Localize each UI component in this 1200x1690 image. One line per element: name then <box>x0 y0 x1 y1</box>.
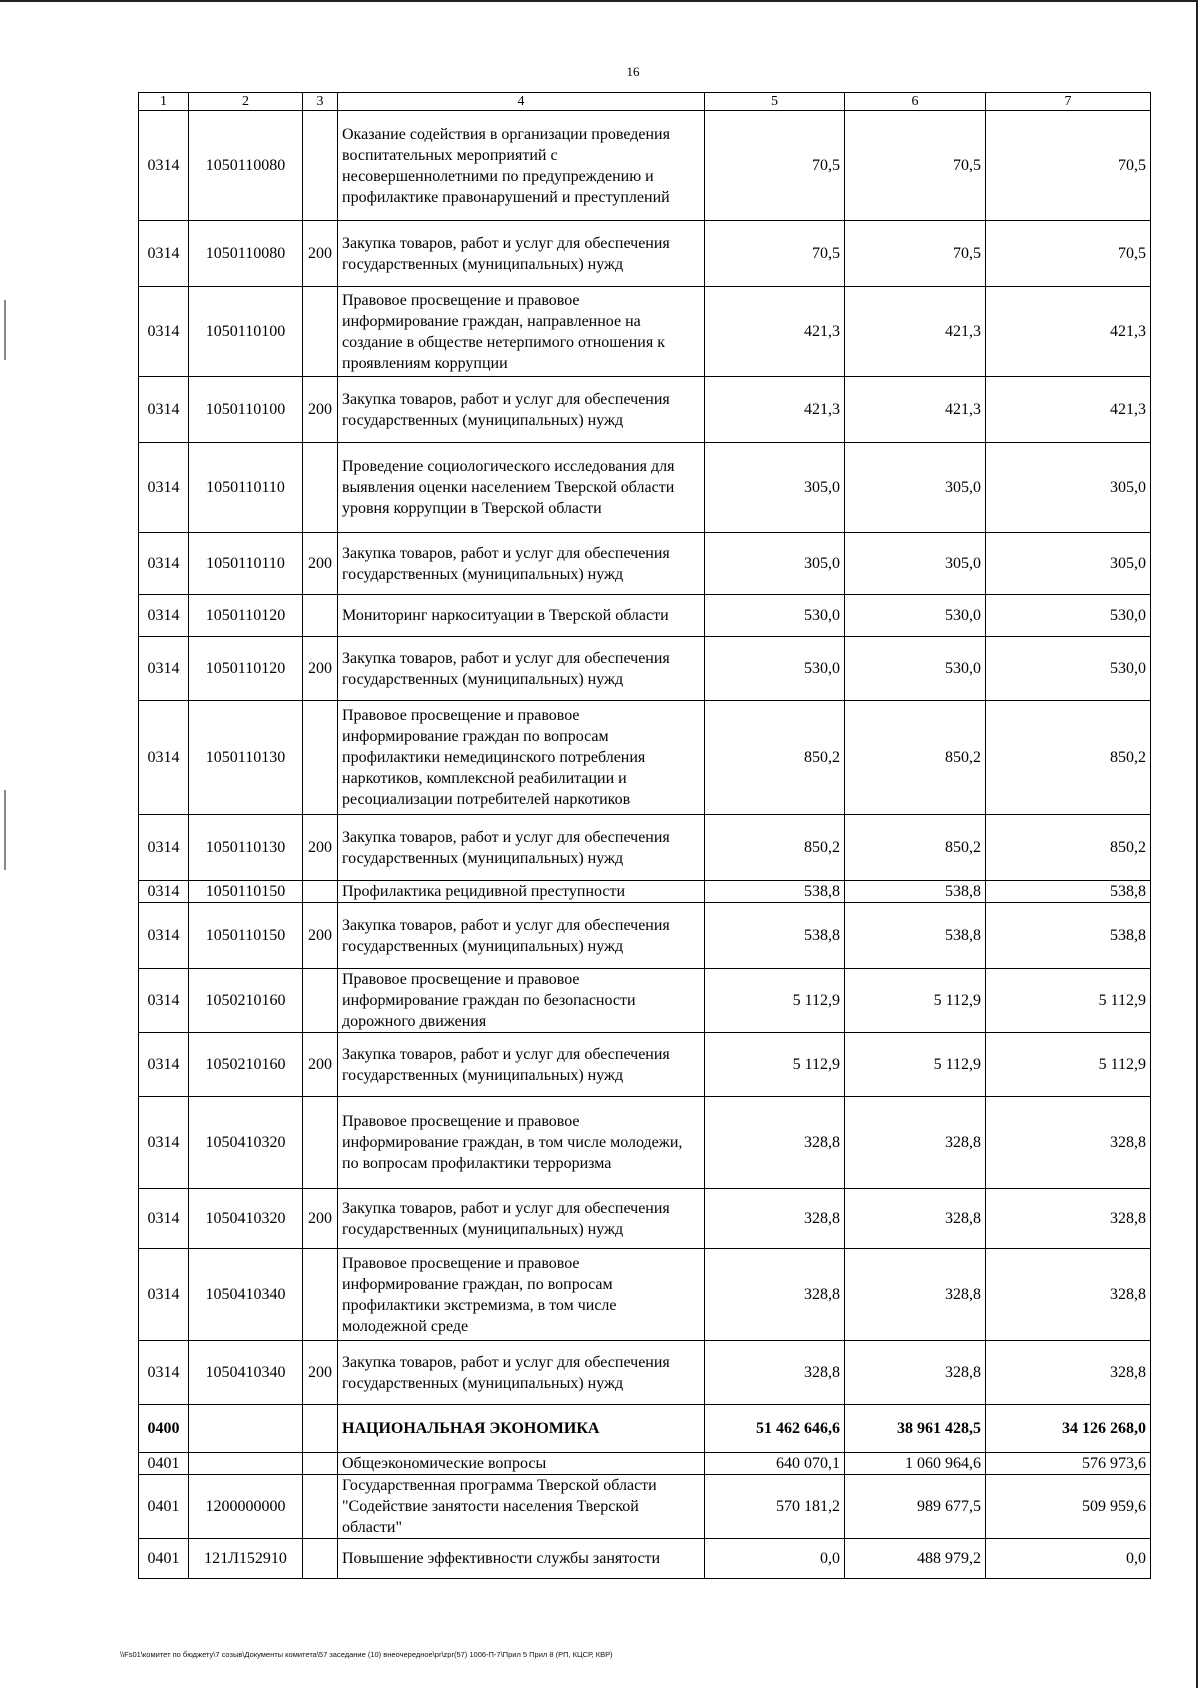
amount-year2-cell: 850,2 <box>845 815 986 881</box>
description-cell: Оказание содействия в организации проведения воспитательных мероприятий с несовершеннолетними по предупреждению и профилактике правонарушений и преступлений <box>338 111 705 221</box>
margin-mark <box>4 790 6 870</box>
amount-year3-cell: 328,8 <box>986 1189 1151 1249</box>
amount-year1-cell: 305,0 <box>705 443 845 533</box>
expense-type-cell: 200 <box>303 533 338 595</box>
table-row <box>139 881 1151 903</box>
description-cell: Закупка товаров, работ и услуг для обеспечения государственных (муниципальных) нужд <box>338 377 705 443</box>
section-code-cell: 0314 <box>139 287 189 377</box>
amount-year2-cell: 5 112,9 <box>845 969 986 1033</box>
table-row <box>139 701 1151 815</box>
header-row <box>139 93 1151 111</box>
amount-year2-cell: 38 961 428,5 <box>845 1405 986 1453</box>
expense-type-cell <box>303 701 338 815</box>
section-code-cell: 0314 <box>139 595 189 637</box>
header-cell: 6 <box>845 93 986 111</box>
amount-year2-cell: 538,8 <box>845 881 986 903</box>
amount-year2-cell: 305,0 <box>845 443 986 533</box>
section-code-cell: 0314 <box>139 969 189 1033</box>
description-cell: Закупка товаров, работ и услуг для обеспечения государственных (муниципальных) нужд <box>338 815 705 881</box>
amount-year3-cell: 70,5 <box>986 221 1151 287</box>
target-article-cell: 1050110100 <box>189 287 303 377</box>
amount-year1-cell: 70,5 <box>705 111 845 221</box>
expense-type-cell <box>303 287 338 377</box>
amount-year2-cell: 488 979,2 <box>845 1539 986 1579</box>
amount-year3-cell: 328,8 <box>986 1097 1151 1189</box>
table-row <box>139 111 1151 221</box>
amount-year1-cell: 5 112,9 <box>705 969 845 1033</box>
target-article-cell: 1050110110 <box>189 533 303 595</box>
target-article-cell: 1050410320 <box>189 1189 303 1249</box>
amount-year3-cell: 530,0 <box>986 595 1151 637</box>
section-code-cell: 0314 <box>139 881 189 903</box>
amount-year3-cell: 70,5 <box>986 111 1151 221</box>
amount-year3-cell: 538,8 <box>986 881 1151 903</box>
expense-type-cell <box>303 111 338 221</box>
target-article-cell: 1050110130 <box>189 701 303 815</box>
margin-mark <box>4 300 6 360</box>
amount-year2-cell: 1 060 964,6 <box>845 1453 986 1475</box>
table-row <box>139 1097 1151 1189</box>
table-row <box>139 377 1151 443</box>
target-article-cell: 121Л152910 <box>189 1539 303 1579</box>
expense-type-cell <box>303 969 338 1033</box>
section-code-cell: 0400 <box>139 1405 189 1453</box>
amount-year1-cell: 530,0 <box>705 595 845 637</box>
description-cell: Проведение социологического исследования для выявления оценки населением Тверской области уровня коррупции в Тверской области <box>338 443 705 533</box>
target-article-cell: 1050210160 <box>189 969 303 1033</box>
table-row <box>139 815 1151 881</box>
description-cell: Правовое просвещение и правовое информирование граждан по безопасности дорожного движения <box>338 969 705 1033</box>
amount-year3-cell: 305,0 <box>986 533 1151 595</box>
description-cell: Закупка товаров, работ и услуг для обеспечения государственных (муниципальных) нужд <box>338 533 705 595</box>
amount-year3-cell: 850,2 <box>986 701 1151 815</box>
target-article-cell: 1050410340 <box>189 1341 303 1405</box>
section-code-cell: 0314 <box>139 1033 189 1097</box>
amount-year3-cell: 305,0 <box>986 443 1151 533</box>
description-cell: Правовое просвещение и правовое информирование граждан, по вопросам профилактики экстремизма, в том числе молодежной среде <box>338 1249 705 1341</box>
amount-year1-cell: 530,0 <box>705 637 845 701</box>
section-code-cell: 0401 <box>139 1453 189 1475</box>
amount-year3-cell: 530,0 <box>986 637 1151 701</box>
target-article-cell: 1050210160 <box>189 1033 303 1097</box>
table-row <box>139 969 1151 1033</box>
header-cell: 1 <box>139 93 189 111</box>
description-cell: Мониторинг наркоситуации в Тверской области <box>338 595 705 637</box>
amount-year2-cell: 328,8 <box>845 1341 986 1405</box>
section-code-cell: 0314 <box>139 377 189 443</box>
header-cell: 2 <box>189 93 303 111</box>
amount-year3-cell: 34 126 268,0 <box>986 1405 1151 1453</box>
description-cell: Правовое просвещение и правовое информирование граждан по вопросам профилактики немедицинского потребления наркотиков, комплексной реабилитации и ресоциализации потребителей наркотиков <box>338 701 705 815</box>
target-article-cell: 1050110150 <box>189 903 303 969</box>
amount-year2-cell: 5 112,9 <box>845 1033 986 1097</box>
amount-year2-cell: 989 677,5 <box>845 1475 986 1539</box>
expense-type-cell: 200 <box>303 903 338 969</box>
amount-year1-cell: 305,0 <box>705 533 845 595</box>
target-article-cell: 1050110080 <box>189 111 303 221</box>
table-row <box>139 1189 1151 1249</box>
amount-year1-cell: 538,8 <box>705 881 845 903</box>
header-cell: 3 <box>303 93 338 111</box>
section-code-cell: 0314 <box>139 1341 189 1405</box>
expense-type-cell <box>303 1475 338 1539</box>
amount-year1-cell: 850,2 <box>705 815 845 881</box>
expense-type-cell: 200 <box>303 637 338 701</box>
description-cell: Правовое просвещение и правовое информирование граждан, в том числе молодежи, по вопросам профилактики терроризма <box>338 1097 705 1189</box>
table-row <box>139 1405 1151 1453</box>
amount-year2-cell: 305,0 <box>845 533 986 595</box>
table-row <box>139 903 1151 969</box>
target-article-cell: 1050110120 <box>189 595 303 637</box>
target-article-cell <box>189 1405 303 1453</box>
amount-year2-cell: 328,8 <box>845 1189 986 1249</box>
amount-year1-cell: 70,5 <box>705 221 845 287</box>
expense-type-cell <box>303 1453 338 1475</box>
table-row <box>139 637 1151 701</box>
target-article-cell: 1050110120 <box>189 637 303 701</box>
section-code-cell: 0314 <box>139 903 189 969</box>
amount-year1-cell: 328,8 <box>705 1189 845 1249</box>
amount-year2-cell: 850,2 <box>845 701 986 815</box>
header-cell: 4 <box>338 93 705 111</box>
amount-year1-cell: 328,8 <box>705 1249 845 1341</box>
table-row <box>139 287 1151 377</box>
expense-type-cell: 200 <box>303 377 338 443</box>
footer-file-path: \\Fs01\комитет по бюджету\7 созыв\Документы комитета\57 заседание (10) внеочередное\pr\zpr(57) 1006-П-7\Прил 5 Прил 8 (РП, КЦСР, КВР) <box>120 1650 613 1659</box>
target-article-cell <box>189 1453 303 1475</box>
target-article-cell: 1050110080 <box>189 221 303 287</box>
amount-year1-cell: 0,0 <box>705 1539 845 1579</box>
description-cell: Закупка товаров, работ и услуг для обеспечения государственных (муниципальных) нужд <box>338 637 705 701</box>
target-article-cell: 1050410320 <box>189 1097 303 1189</box>
expense-type-cell <box>303 1249 338 1341</box>
amount-year2-cell: 328,8 <box>845 1249 986 1341</box>
expense-type-cell: 200 <box>303 1341 338 1405</box>
amount-year3-cell: 5 112,9 <box>986 969 1151 1033</box>
section-code-cell: 0314 <box>139 1249 189 1341</box>
table-row <box>139 1475 1151 1539</box>
section-code-cell: 0401 <box>139 1475 189 1539</box>
amount-year1-cell: 850,2 <box>705 701 845 815</box>
target-article-cell: 1050110150 <box>189 881 303 903</box>
description-cell: НАЦИОНАЛЬНАЯ ЭКОНОМИКА <box>338 1405 705 1453</box>
amount-year3-cell: 421,3 <box>986 377 1151 443</box>
header-cell: 7 <box>986 93 1151 111</box>
amount-year2-cell: 328,8 <box>845 1097 986 1189</box>
description-cell: Повышение эффективности службы занятости <box>338 1539 705 1579</box>
amount-year3-cell: 5 112,9 <box>986 1033 1151 1097</box>
amount-year2-cell: 530,0 <box>845 595 986 637</box>
table-row <box>139 1033 1151 1097</box>
table-row <box>139 1453 1151 1475</box>
amount-year3-cell: 328,8 <box>986 1249 1151 1341</box>
section-code-cell: 0401 <box>139 1539 189 1579</box>
header-cell: 5 <box>705 93 845 111</box>
description-cell: Государственная программа Тверской области "Содействие занятости населения Тверской области" <box>338 1475 705 1539</box>
amount-year3-cell: 509 959,6 <box>986 1475 1151 1539</box>
table-row <box>139 1539 1151 1579</box>
expense-type-cell: 200 <box>303 815 338 881</box>
amount-year1-cell: 5 112,9 <box>705 1033 845 1097</box>
target-article-cell: 1050110110 <box>189 443 303 533</box>
table-row <box>139 1341 1151 1405</box>
amount-year1-cell: 328,8 <box>705 1097 845 1189</box>
section-code-cell: 0314 <box>139 533 189 595</box>
target-article-cell: 1050110130 <box>189 815 303 881</box>
section-code-cell: 0314 <box>139 443 189 533</box>
expense-type-cell <box>303 443 338 533</box>
table-row <box>139 221 1151 287</box>
section-code-cell: 0314 <box>139 1097 189 1189</box>
amount-year2-cell: 70,5 <box>845 111 986 221</box>
amount-year1-cell: 421,3 <box>705 287 845 377</box>
amount-year3-cell: 850,2 <box>986 815 1151 881</box>
budget-table <box>138 92 1151 1579</box>
table-row <box>139 595 1151 637</box>
expense-type-cell <box>303 881 338 903</box>
amount-year2-cell: 538,8 <box>845 903 986 969</box>
target-article-cell: 1050110100 <box>189 377 303 443</box>
expense-type-cell <box>303 595 338 637</box>
section-code-cell: 0314 <box>139 701 189 815</box>
amount-year1-cell: 640 070,1 <box>705 1453 845 1475</box>
section-code-cell: 0314 <box>139 111 189 221</box>
amount-year3-cell: 0,0 <box>986 1539 1151 1579</box>
amount-year3-cell: 328,8 <box>986 1341 1151 1405</box>
expense-type-cell: 200 <box>303 221 338 287</box>
target-article-cell: 1200000000 <box>189 1475 303 1539</box>
target-article-cell: 1050410340 <box>189 1249 303 1341</box>
description-cell: Закупка товаров, работ и услуг для обеспечения государственных (муниципальных) нужд <box>338 1033 705 1097</box>
amount-year3-cell: 421,3 <box>986 287 1151 377</box>
section-code-cell: 0314 <box>139 1189 189 1249</box>
amount-year3-cell: 538,8 <box>986 903 1151 969</box>
amount-year2-cell: 530,0 <box>845 637 986 701</box>
expense-type-cell <box>303 1097 338 1189</box>
amount-year2-cell: 70,5 <box>845 221 986 287</box>
description-cell: Общеэкономические вопросы <box>338 1453 705 1475</box>
table-row <box>139 533 1151 595</box>
description-cell: Закупка товаров, работ и услуг для обеспечения государственных (муниципальных) нужд <box>338 221 705 287</box>
page-number: 16 <box>626 64 640 79</box>
amount-year1-cell: 328,8 <box>705 1341 845 1405</box>
amount-year1-cell: 538,8 <box>705 903 845 969</box>
amount-year1-cell: 570 181,2 <box>705 1475 845 1539</box>
amount-year1-cell: 421,3 <box>705 377 845 443</box>
amount-year2-cell: 421,3 <box>845 377 986 443</box>
amount-year3-cell: 576 973,6 <box>986 1453 1151 1475</box>
amount-year1-cell: 51 462 646,6 <box>705 1405 845 1453</box>
expense-type-cell: 200 <box>303 1033 338 1097</box>
section-code-cell: 0314 <box>139 637 189 701</box>
expense-type-cell <box>303 1405 338 1453</box>
description-cell: Закупка товаров, работ и услуг для обеспечения государственных (муниципальных) нужд <box>338 1189 705 1249</box>
description-cell: Профилактика рецидивной преступности <box>338 881 705 903</box>
section-code-cell: 0314 <box>139 221 189 287</box>
expense-type-cell: 200 <box>303 1189 338 1249</box>
description-cell: Правовое просвещение и правовое информирование граждан, направленное на создание в обществе нетерпимого отношения к проявлениям коррупции <box>338 287 705 377</box>
table-row <box>139 1249 1151 1341</box>
expense-type-cell <box>303 1539 338 1579</box>
description-cell: Закупка товаров, работ и услуг для обеспечения государственных (муниципальных) нужд <box>338 903 705 969</box>
table-row <box>139 443 1151 533</box>
amount-year2-cell: 421,3 <box>845 287 986 377</box>
description-cell: Закупка товаров, работ и услуг для обеспечения государственных (муниципальных) нужд <box>338 1341 705 1405</box>
section-code-cell: 0314 <box>139 815 189 881</box>
